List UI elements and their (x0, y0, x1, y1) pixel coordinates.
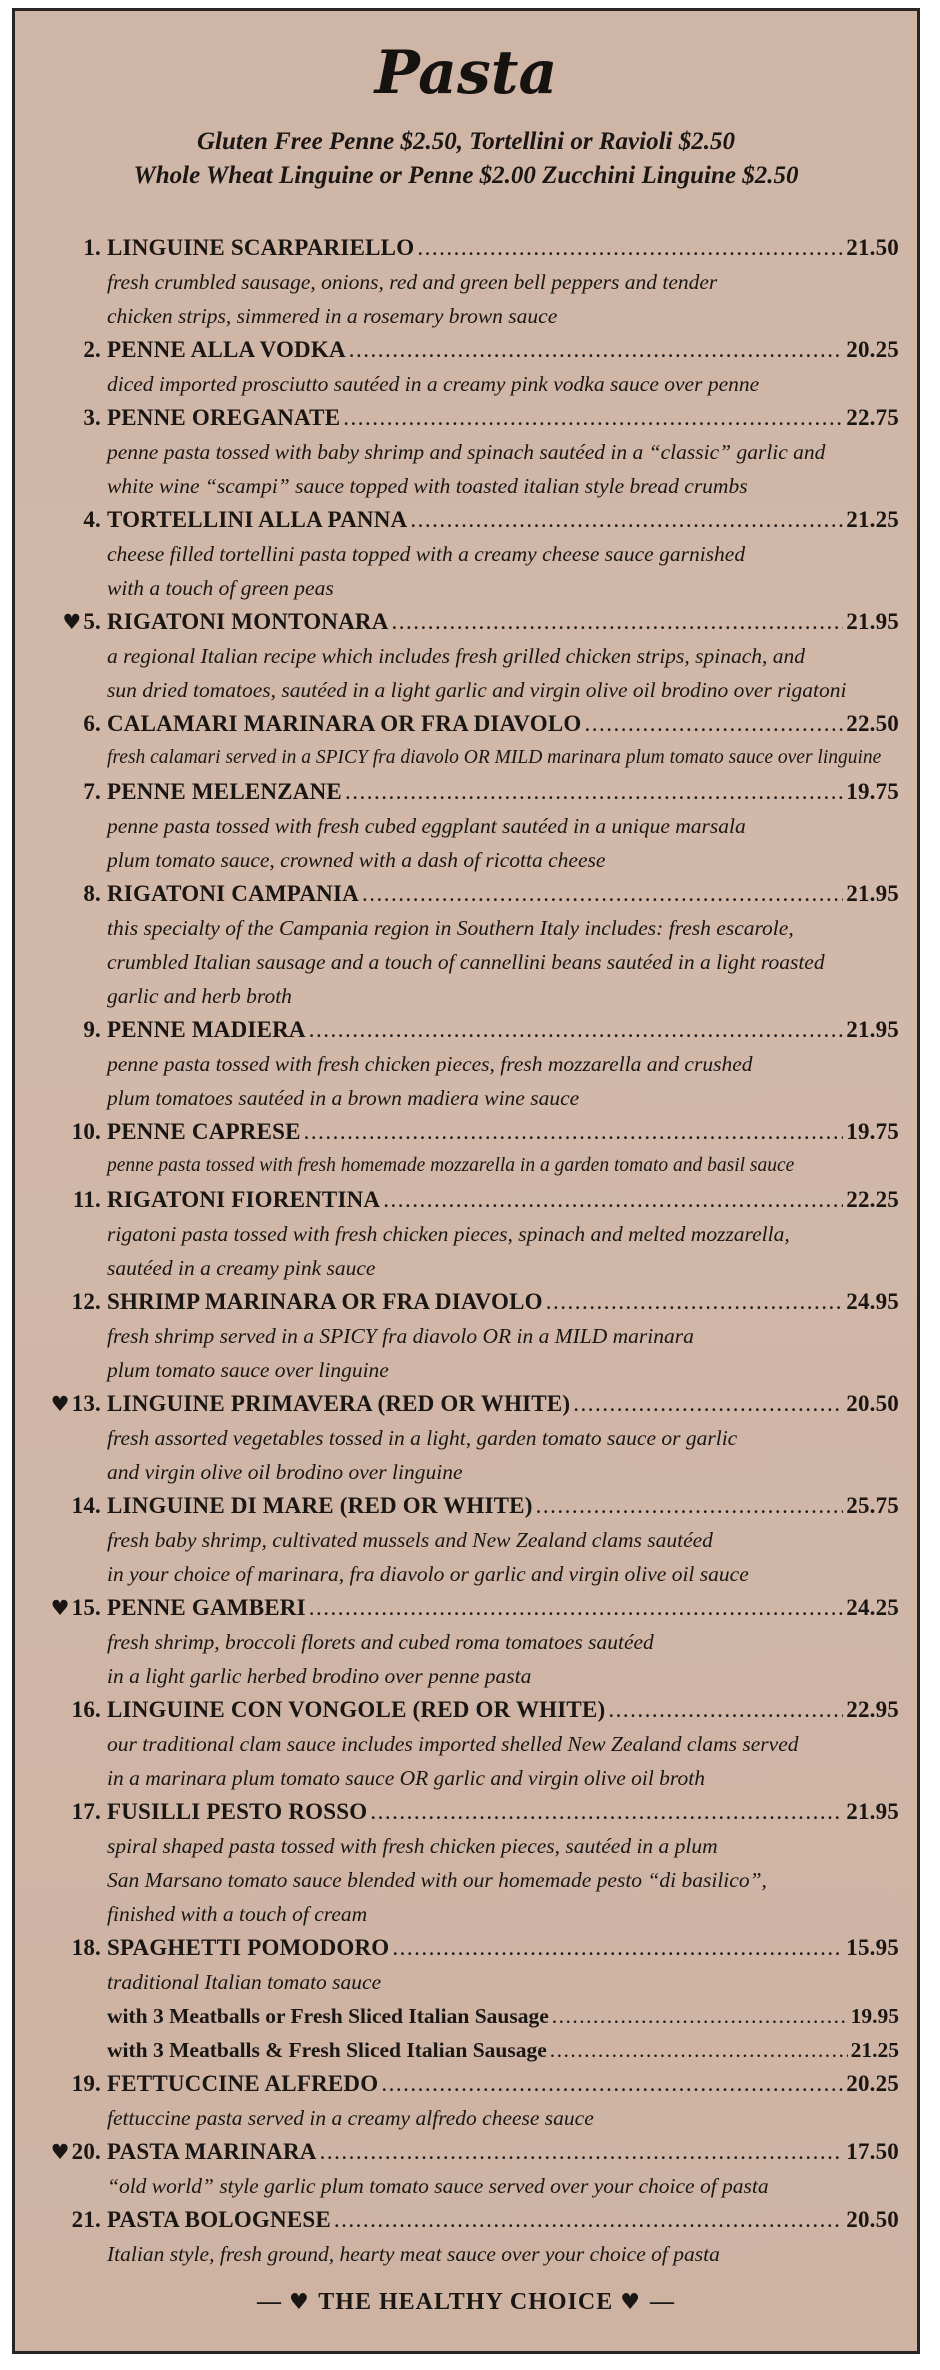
menu-item-heading (15, 1489, 917, 1523)
item-number-text: 10. (71, 1119, 101, 1144)
item-description: penne pasta tossed with fresh cubed eggplant sautéed in a unique marsala (107, 814, 746, 838)
dot-leader (584, 707, 843, 741)
menu-panel (12, 8, 920, 2354)
item-price: 17.50 (846, 2139, 899, 2164)
item-number-text: 15. (71, 1595, 101, 1620)
menu-item (15, 1591, 917, 1693)
menu-item (15, 333, 917, 401)
dot-leader (392, 1931, 843, 1965)
menu-item (15, 401, 917, 503)
dot-leader (383, 1183, 843, 1217)
item-description: plum tomatoes sautéed in a brown madiera wine sauce (107, 1086, 580, 1110)
item-number-text: 6. (83, 711, 101, 736)
item-description: plum tomato sauce over linguine (107, 1358, 389, 1382)
item-number (83, 503, 101, 537)
item-description: this specialty of the Campania region in Southern Italy includes: fresh escarole, (107, 916, 794, 940)
item-description: fresh shrimp, broccoli florets and cubed roma tomatoes sautéed (107, 1630, 654, 1654)
menu-item-heading (15, 877, 917, 911)
item-name: CALAMARI MARINARA OR FRA DIAVOLO (107, 711, 582, 736)
item-number (72, 1693, 101, 1727)
item-number-text: 12. (71, 1289, 101, 1314)
item-number-text: 16. (71, 1697, 101, 1722)
heart-icon: ♥ (50, 1392, 70, 1416)
menu-item-heading (15, 1693, 917, 1727)
item-price: 15.95 (846, 1935, 899, 1960)
subtitle-line-1: Gluten Free Penne $2.50, Tortellini or Ravioli $2.50 (197, 128, 735, 155)
footer-text: THE HEALTHY CHOICE (318, 2289, 614, 2315)
dot-leader (608, 1693, 843, 1727)
item-number-text: 7. (83, 779, 101, 804)
item-name: PASTA BOLOGNESE (107, 2207, 331, 2232)
menu-item (15, 2067, 917, 2135)
item-number (72, 1795, 101, 1829)
item-number-text: 9. (83, 1017, 101, 1042)
item-name: SPAGHETTI POMODORO (107, 1935, 390, 1960)
item-price: 22.95 (846, 1697, 899, 1722)
item-description: penne pasta tossed with fresh homemade mozzarella in a garden tomato and basil sauce (107, 1155, 795, 1176)
item-price: 22.25 (846, 1187, 899, 1212)
item-number (83, 1013, 101, 1047)
item-option (15, 2033, 917, 2067)
dot-leader (370, 1795, 843, 1829)
item-description: in a light garlic herbed brodino over penne pasta (107, 1664, 532, 1688)
dot-leader (343, 401, 843, 435)
menu-item (15, 877, 917, 1013)
item-description: with a touch of green peas (107, 576, 334, 600)
footer-healthy-choice (15, 2289, 917, 2316)
item-price: 22.75 (846, 405, 899, 430)
menu-item-heading (15, 1115, 917, 1149)
menu-item-heading (15, 2135, 917, 2169)
item-number (72, 1931, 101, 1965)
item-number (72, 1115, 101, 1149)
menu-item (15, 503, 917, 605)
item-number-text: 19. (71, 2071, 101, 2096)
dot-leader (362, 877, 843, 911)
item-description: fettuccine pasta served in a creamy alfredo cheese sauce (107, 2106, 594, 2130)
item-price: 21.95 (846, 881, 899, 906)
subtitle-line-2: Whole Wheat Linguine or Penne $2.00 Zucchini Linguine $2.50 (133, 162, 799, 189)
item-description: and virgin olive oil brodino over linguine (107, 1460, 463, 1484)
item-description: Italian style, fresh ground, hearty meat sauce over your choice of pasta (107, 2242, 720, 2266)
item-number-text: 4. (83, 507, 101, 532)
item-name: LINGUINE PRIMAVERA (RED OR WHITE) (107, 1391, 571, 1416)
option-label: with 3 Meatballs & Fresh Sliced Italian Sausage (107, 2038, 547, 2062)
menu-item-heading (15, 775, 917, 809)
item-price: 24.95 (846, 1289, 899, 1314)
dot-leader (546, 1285, 843, 1319)
menu-item-heading (15, 231, 917, 265)
item-price: 25.75 (846, 1493, 899, 1518)
heart-icon: ♥ (50, 2140, 70, 2164)
item-price: 21.25 (846, 507, 899, 532)
item-description: crumbled Italian sausage and a touch of cannellini beans sautéed in a light roasted (107, 950, 825, 974)
menu-item-heading (15, 1285, 917, 1319)
item-number (83, 401, 101, 435)
item-name: PENNE MADIERA (107, 1017, 306, 1042)
item-description: sautéed in a creamy pink sauce (107, 1256, 376, 1280)
menu-item (15, 1693, 917, 1795)
item-name: RIGATONI FIORENTINA (107, 1187, 381, 1212)
item-price: 24.25 (846, 1595, 899, 1620)
item-description: our traditional clam sauce includes imported shelled New Zealand clams served (107, 1732, 799, 1756)
item-price: 20.25 (846, 337, 899, 362)
dot-leader (536, 1489, 844, 1523)
menu-item (15, 1183, 917, 1285)
dot-leader (417, 231, 843, 265)
menu-item (15, 1013, 917, 1115)
item-number-text: 14. (71, 1493, 101, 1518)
item-number-text: 11. (72, 1187, 101, 1212)
item-name: PENNE CAPRESE (107, 1119, 301, 1144)
dot-leader (304, 1115, 844, 1149)
item-name: LINGUINE CON VONGOLE (RED OR WHITE) (107, 1697, 606, 1722)
item-number (51, 2135, 101, 2169)
item-price: 20.50 (846, 1391, 899, 1416)
item-number (83, 231, 101, 265)
menu-item-heading (15, 1013, 917, 1047)
item-description: fresh shrimp served in a SPICY fra diavolo OR in a MILD marinara (107, 1324, 694, 1348)
item-price: 19.75 (846, 779, 899, 804)
item-name: LINGUINE SCARPARIELLO (107, 235, 415, 260)
item-description: in your choice of marinara, fra diavolo or garlic and virgin olive oil sauce (107, 1562, 749, 1586)
item-number-text: 5. (83, 609, 101, 634)
item-name: PENNE ALLA VODKA (107, 337, 346, 362)
dot-leader (334, 2203, 843, 2237)
item-description: fresh assorted vegetables tossed in a light, garden tomato sauce or garlic (107, 1426, 738, 1450)
item-description: a regional Italian recipe which includes fresh grilled chicken strips, spinach, and (107, 644, 806, 668)
item-name: RIGATONI MONTONARA (107, 609, 389, 634)
option-price: 21.25 (850, 2038, 899, 2062)
dot-leader (552, 1999, 848, 2033)
item-number (83, 775, 101, 809)
item-name: SHRIMP MARINARA OR FRA DIAVOLO (107, 1289, 543, 1314)
item-price: 20.25 (846, 2071, 899, 2096)
menu-item (15, 2135, 917, 2203)
menu-item-heading (15, 1183, 917, 1217)
dot-leader (410, 503, 843, 537)
item-price: 19.75 (846, 1119, 899, 1144)
item-price: 21.95 (846, 1799, 899, 1824)
item-name: LINGUINE DI MARE (RED OR WHITE) (107, 1493, 533, 1518)
item-name: PASTA MARINARA (107, 2139, 317, 2164)
menu-item-heading (15, 707, 917, 741)
item-description: plum tomato sauce, crowned with a dash of ricotta cheese (107, 848, 606, 872)
item-description: finished with a touch of cream (107, 1902, 368, 1926)
item-description: garlic and herb broth (107, 984, 292, 1008)
footer-dash-right: — (650, 2289, 675, 2315)
menu-item-heading (15, 1387, 917, 1421)
dot-leader (320, 2135, 844, 2169)
dot-leader (573, 1387, 843, 1421)
menu-item (15, 2203, 917, 2271)
option-price: 19.95 (850, 2004, 899, 2028)
dot-leader (309, 1591, 843, 1625)
dot-leader (381, 2067, 843, 2101)
menu-item (15, 1285, 917, 1387)
item-number (83, 877, 101, 911)
menu-item-heading (15, 401, 917, 435)
dot-leader (345, 775, 843, 809)
menu-item (15, 1489, 917, 1591)
dot-leader (392, 605, 844, 639)
dot-leader (349, 333, 844, 367)
item-description: penne pasta tossed with fresh chicken pieces, fresh mozzarella and crushed (107, 1052, 753, 1076)
item-name: FETTUCCINE ALFREDO (107, 2071, 379, 2096)
item-number-text: 21. (71, 2207, 101, 2232)
item-description: fresh crumbled sausage, onions, red and green bell peppers and tender (107, 270, 718, 294)
item-name: TORTELLINI ALLA PANNA (107, 507, 408, 532)
dot-leader (309, 1013, 844, 1047)
item-number (72, 1285, 101, 1319)
heart-icon: ♥ (50, 1596, 70, 1620)
item-name: FUSILLI PESTO ROSSO (107, 1799, 368, 1824)
menu-item-heading (15, 1591, 917, 1625)
menu-item-heading (15, 503, 917, 537)
menu-item (15, 1115, 917, 1183)
item-number-text: 13. (71, 1391, 101, 1416)
heart-icon: ♥ (288, 2290, 310, 2315)
heart-icon: ♥ (620, 2290, 641, 2315)
item-description: white wine “scampi” sauce topped with toasted italian style bread crumbs (107, 474, 748, 498)
dot-leader (550, 2033, 848, 2067)
item-number (72, 2067, 101, 2101)
page-title: Pasta (374, 38, 558, 108)
menu-item-heading (15, 605, 917, 639)
item-number-text: 18. (71, 1935, 101, 1960)
item-number (51, 1387, 101, 1421)
menu-item-heading (15, 333, 917, 367)
item-description: traditional Italian tomato sauce (107, 1970, 382, 1994)
item-number (72, 1489, 101, 1523)
option-label: with 3 Meatballs or Fresh Sliced Italian Sausage (107, 2004, 549, 2028)
item-description: fresh calamari served in a SPICY fra diavolo OR MILD marinara plum tomato sauce over linguine (107, 747, 882, 768)
menu-item (15, 707, 917, 775)
menu-item-heading (15, 2067, 917, 2101)
item-price: 21.50 (846, 235, 899, 260)
item-description: “old world” style garlic plum tomato sauce served over your choice of pasta (107, 2174, 769, 2198)
item-number (83, 707, 101, 741)
item-number-text: 3. (83, 405, 101, 430)
item-name: PENNE GAMBERI (107, 1595, 306, 1620)
footer-dash-left: — (256, 2289, 282, 2315)
item-description: San Marsano tomato sauce blended with our homemade pesto “di basilico”, (107, 1868, 767, 1892)
item-number (83, 333, 101, 367)
menu-item-heading (15, 1795, 917, 1829)
item-description: spiral shaped pasta tossed with fresh chicken pieces, sautéed in a plum (107, 1834, 718, 1858)
item-description: rigatoni pasta tossed with fresh chicken pieces, spinach and melted mozzarella, (107, 1222, 790, 1246)
item-number-text: 1. (83, 235, 101, 260)
item-name: PENNE MELENZANE (107, 779, 342, 804)
menu-item (15, 1931, 917, 2067)
item-name: RIGATONI CAMPANIA (107, 881, 359, 906)
item-price: 20.50 (846, 2207, 899, 2232)
item-price: 21.95 (846, 1017, 899, 1042)
item-description: fresh baby shrimp, cultivated mussels and New Zealand clams sautéed (107, 1528, 713, 1552)
item-number (51, 1591, 101, 1625)
menu-item-heading (15, 2203, 917, 2237)
item-number-text: 20. (71, 2139, 101, 2164)
item-description: chicken strips, simmered in a rosemary brown sauce (107, 304, 558, 328)
heart-icon: ♥ (62, 610, 82, 634)
item-number (72, 2203, 101, 2237)
item-description: cheese filled tortellini pasta topped with a creamy cheese sauce garnished (107, 542, 746, 566)
item-name: PENNE OREGANATE (107, 405, 341, 430)
item-description: diced imported prosciutto sautéed in a creamy pink vodka sauce over penne (107, 372, 760, 396)
item-number-text: 2. (83, 337, 101, 362)
item-number (62, 605, 101, 639)
item-number-text: 17. (71, 1799, 101, 1824)
item-number (73, 1183, 101, 1217)
menu-item (15, 231, 917, 333)
menu-item (15, 605, 917, 707)
menu-item (15, 1387, 917, 1489)
item-price: 22.50 (846, 711, 899, 736)
item-description: sun dried tomatoes, sautéed in a light garlic and virgin olive oil brodino over rigatoni (107, 678, 847, 702)
menu-list (15, 231, 917, 2271)
menu-item-heading (15, 1931, 917, 1965)
item-number-text: 8. (83, 881, 101, 906)
item-description: in a marinara plum tomato sauce OR garlic and virgin olive oil broth (107, 1766, 705, 1790)
item-description: penne pasta tossed with baby shrimp and spinach sautéed in a “classic” garlic and (107, 440, 826, 464)
item-option (15, 1999, 917, 2033)
menu-item (15, 775, 917, 877)
item-price: 21.95 (846, 609, 899, 634)
menu-item (15, 1795, 917, 1931)
